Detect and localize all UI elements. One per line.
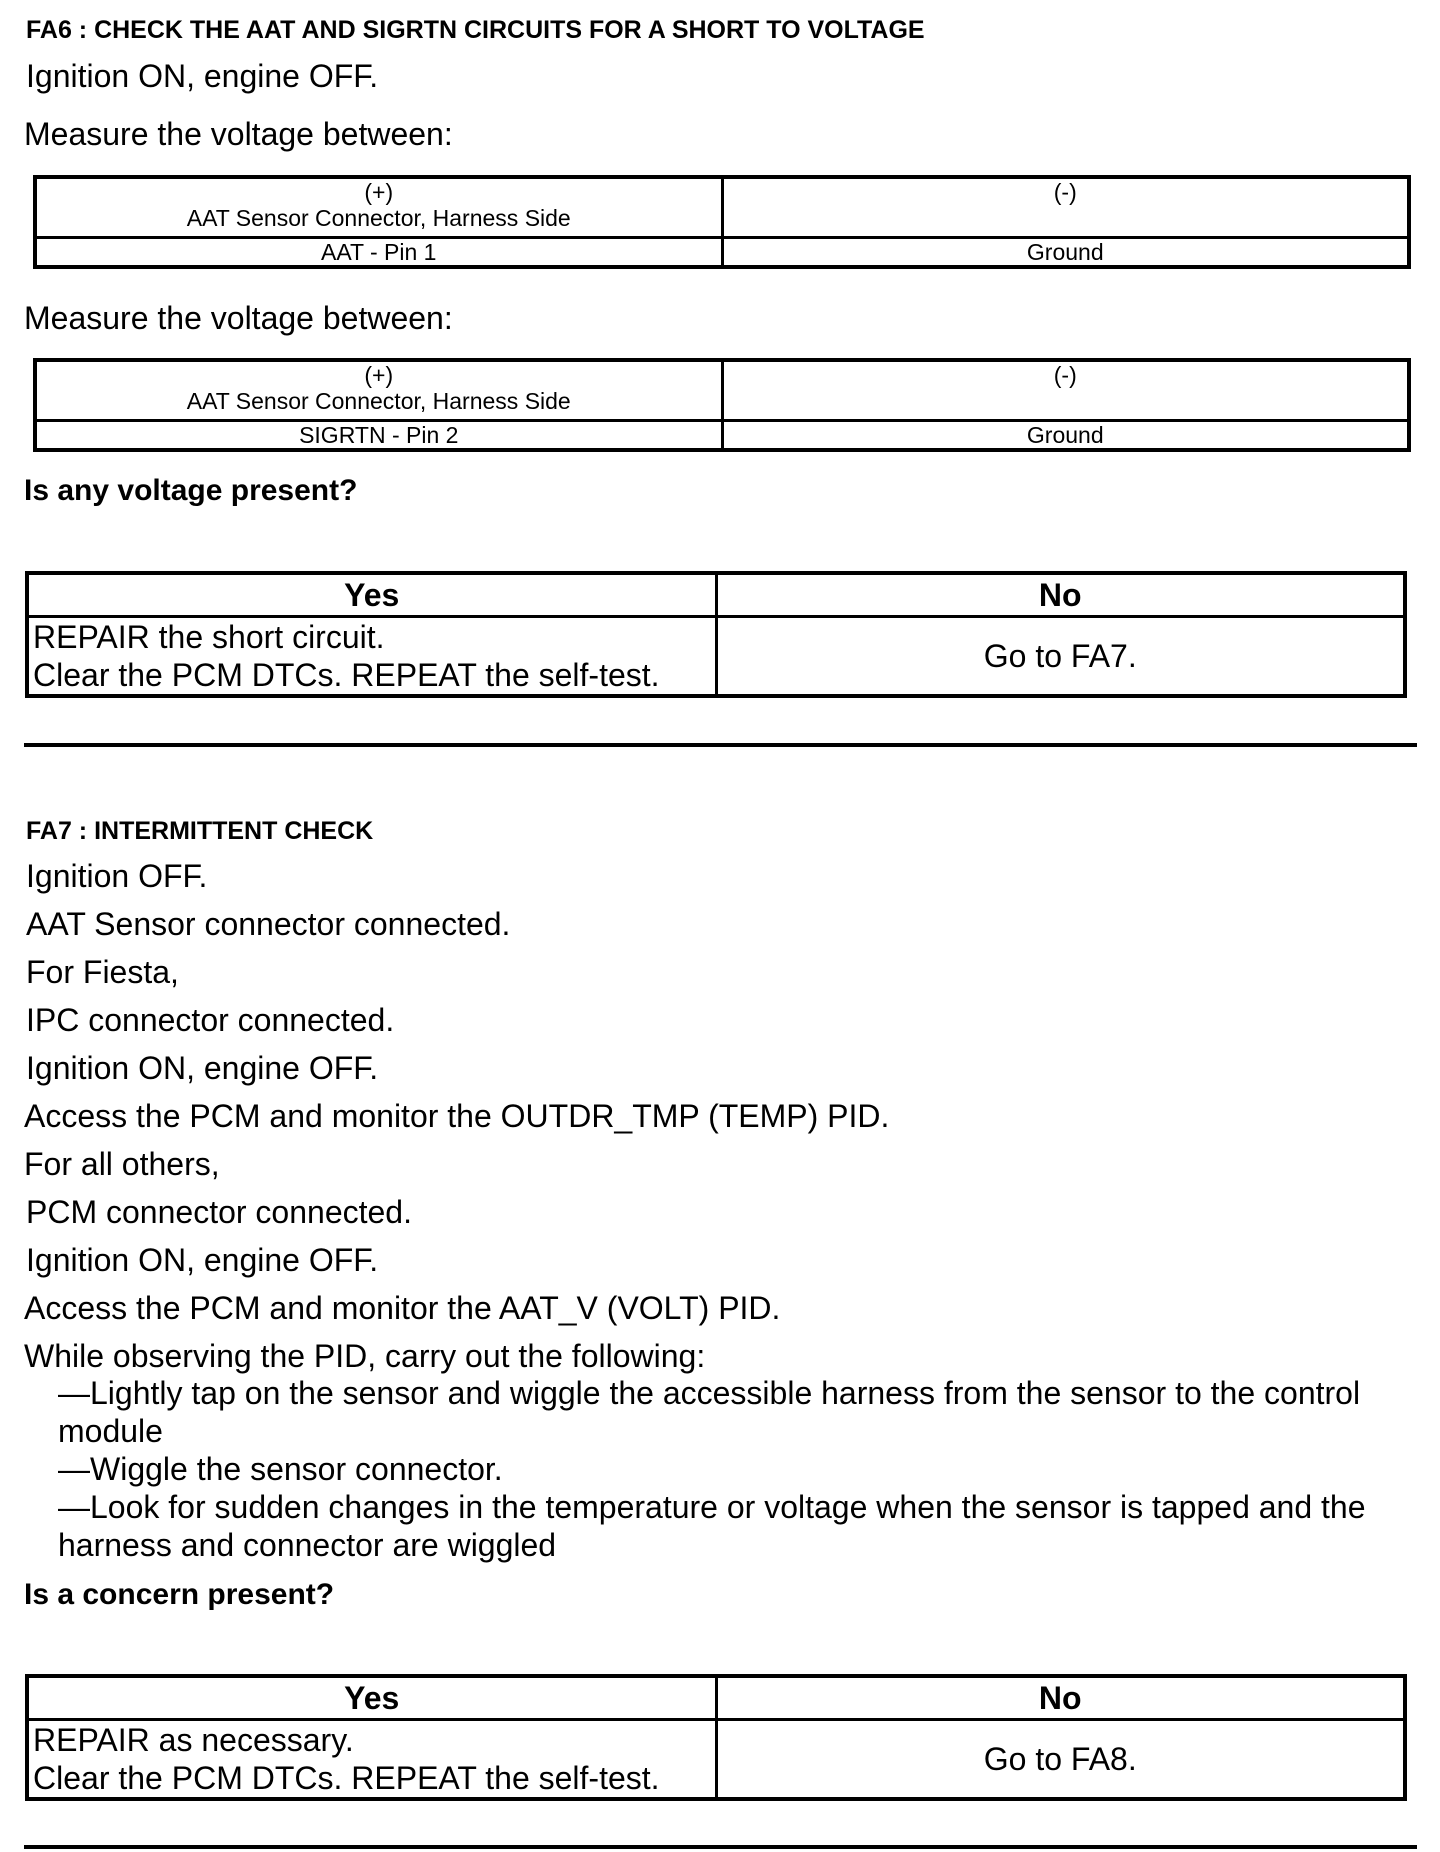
neg-value: Ground	[722, 420, 1409, 450]
fa7-step: PCM connector connected.	[26, 1194, 412, 1230]
fa7-bullet: —Look for sudden changes in the temperature or voltage when the sensor is tapped and the harness and connector are wiggled	[58, 1489, 1366, 1563]
fa7-step: While observing the PID, carry out the following:	[24, 1338, 706, 1374]
fa7-step: Ignition ON, engine OFF.	[26, 1242, 379, 1278]
fa7-step: AAT Sensor connector connected.	[26, 906, 511, 942]
fa7-step: Ignition OFF.	[26, 858, 208, 894]
yes-action-line-1: REPAIR as necessary.	[33, 1722, 354, 1758]
neg-value: Ground	[722, 237, 1409, 267]
no-header: No	[716, 1676, 1405, 1720]
yes-action-line-1: REPAIR the short circuit.	[33, 619, 385, 655]
fa7-heading: FA7 : INTERMITTENT CHECK	[26, 817, 374, 845]
section-divider	[24, 1845, 1417, 1849]
fa7-step: IPC connector connected.	[26, 1002, 395, 1038]
fa7-step: For all others,	[24, 1146, 220, 1182]
pos-value: AAT - Pin 1	[35, 237, 722, 267]
fa6-step-ignition: Ignition ON, engine OFF.	[26, 58, 379, 94]
fa6-question: Is any voltage present?	[24, 474, 358, 507]
pos-subheader: AAT Sensor Connector, Harness Side	[186, 205, 571, 231]
yes-action	[27, 617, 716, 697]
fa7-bullet: —Lightly tap on the sensor and wiggle the accessible harness from the sensor to the control module	[58, 1375, 1361, 1449]
section-divider	[24, 743, 1417, 747]
pos-header-cell	[35, 177, 722, 237]
no-header: No	[716, 573, 1405, 617]
no-action: Go to FA8.	[716, 1720, 1405, 1800]
fa7-step: Ignition ON, engine OFF.	[26, 1050, 379, 1086]
fa6-measure-label-2: Measure the voltage between:	[24, 300, 453, 336]
fa7-step: Access the PCM and monitor the OUTDR_TMP (TEMP) PID.	[24, 1098, 890, 1134]
pos-header: (+)	[364, 362, 394, 388]
fa7-step: For Fiesta,	[26, 954, 179, 990]
fa7-step: Access the PCM and monitor the AAT_V (VOLT) PID.	[24, 1290, 781, 1326]
yes-header: Yes	[27, 1676, 716, 1720]
fa7-decision-table	[25, 1674, 1407, 1801]
fa6-heading: FA6 : CHECK THE AAT AND SIGRTN CIRCUITS FOR A SHORT TO VOLTAGE	[26, 16, 925, 44]
neg-header: (-)	[722, 360, 1409, 420]
yes-action-line-2: Clear the PCM DTCs. REPEAT the self-test.	[33, 657, 660, 693]
yes-action-line-2: Clear the PCM DTCs. REPEAT the self-test.	[33, 1760, 660, 1796]
fa7-bullet: —Wiggle the sensor connector.	[58, 1451, 503, 1487]
yes-header: Yes	[27, 573, 716, 617]
fa6-measure-table-2	[33, 358, 1411, 452]
fa7-question: Is a concern present?	[24, 1578, 335, 1611]
no-action: Go to FA7.	[716, 617, 1405, 697]
neg-header: (-)	[722, 177, 1409, 237]
fa6-decision-table	[25, 571, 1407, 698]
pos-value: SIGRTN - Pin 2	[35, 420, 722, 450]
pos-subheader: AAT Sensor Connector, Harness Side	[186, 388, 571, 414]
pos-header: (+)	[364, 179, 394, 205]
pos-header-cell	[35, 360, 722, 420]
yes-action	[27, 1720, 716, 1800]
fa6-measure-label-1: Measure the voltage between:	[24, 116, 453, 152]
fa6-measure-table-1	[33, 175, 1411, 269]
